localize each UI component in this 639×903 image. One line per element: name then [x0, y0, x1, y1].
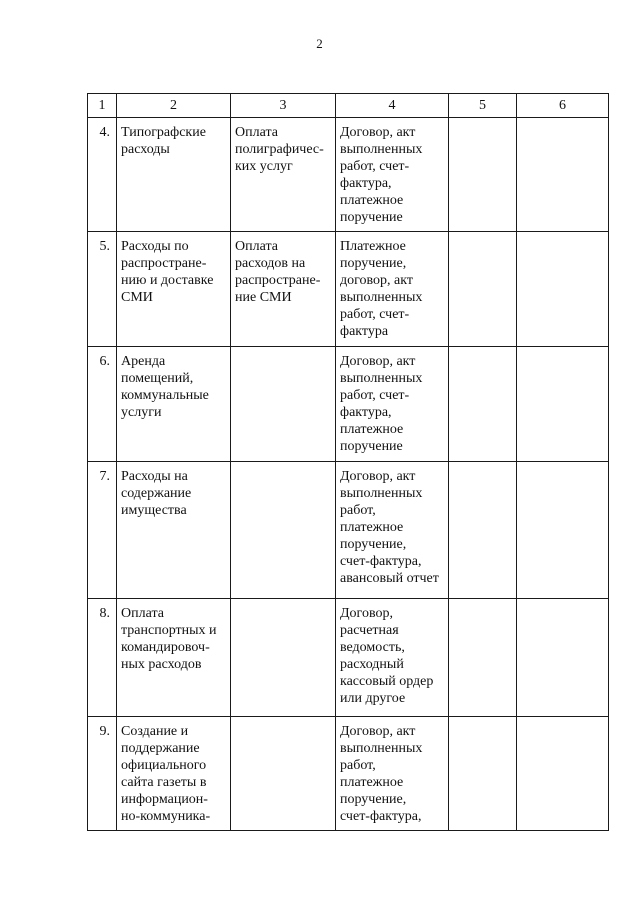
table-row [88, 599, 609, 717]
table-row [88, 717, 609, 831]
header-col-4: 4 [336, 94, 449, 118]
supporting-documents: Договор, акт выполненных работ, платежное поручение, счет-фактура, [336, 717, 449, 831]
expense-name: Оплата транспортных и командировоч- ных расходов [117, 599, 231, 717]
col5-cell [449, 118, 517, 232]
col6-cell [517, 462, 609, 599]
page-number: 2 [316, 36, 323, 51]
expense-name: Расходы по распростране- нию и доставке СМИ [117, 232, 231, 347]
table-row [88, 347, 609, 462]
header-col-2: 2 [117, 94, 231, 118]
supporting-documents: Платежное поручение, договор, акт выполненных работ, счет- фактура [336, 232, 449, 347]
header-col-5: 5 [449, 94, 517, 118]
supporting-documents: Договор, акт выполненных работ, счет- фактура, платежное поручение [336, 118, 449, 232]
header-col-1: 1 [88, 94, 117, 118]
table-row [88, 118, 609, 232]
col5-cell [449, 462, 517, 599]
table-header-row [88, 94, 609, 118]
expense-content [231, 462, 336, 599]
supporting-documents: Договор, акт выполненных работ, платежное поручение, счет-фактура, авансовый отчет [336, 462, 449, 599]
row-number: 9. [88, 717, 117, 831]
col6-cell [517, 347, 609, 462]
col5-cell [449, 599, 517, 717]
row-number: 7. [88, 462, 117, 599]
expense-content [231, 599, 336, 717]
header-col-6: 6 [517, 94, 609, 118]
expense-content: Оплата полиграфичес- ких услуг [231, 118, 336, 232]
expense-name: Типографские расходы [117, 118, 231, 232]
col6-cell [517, 717, 609, 831]
row-number: 6. [88, 347, 117, 462]
col5-cell [449, 232, 517, 347]
row-number: 8. [88, 599, 117, 717]
expense-name: Создание и поддержание официального сайта газеты в информацион- но-коммуника- [117, 717, 231, 831]
col6-cell [517, 118, 609, 232]
header-col-3: 3 [231, 94, 336, 118]
expense-content: Оплата расходов на распростране- ние СМИ [231, 232, 336, 347]
table-row [88, 232, 609, 347]
row-number: 4. [88, 118, 117, 232]
expense-content [231, 347, 336, 462]
row-number: 5. [88, 232, 117, 347]
expense-name: Расходы на содержание имущества [117, 462, 231, 599]
expense-table [87, 93, 609, 831]
supporting-documents: Договор, акт выполненных работ, счет- фактура, платежное поручение [336, 347, 449, 462]
col5-cell [449, 717, 517, 831]
col5-cell [449, 347, 517, 462]
supporting-documents: Договор, расчетная ведомость, расходный кассовый ордер или другое [336, 599, 449, 717]
expense-content [231, 717, 336, 831]
table-row [88, 462, 609, 599]
col6-cell [517, 599, 609, 717]
col6-cell [517, 232, 609, 347]
expense-name: Аренда помещений, коммунальные услуги [117, 347, 231, 462]
